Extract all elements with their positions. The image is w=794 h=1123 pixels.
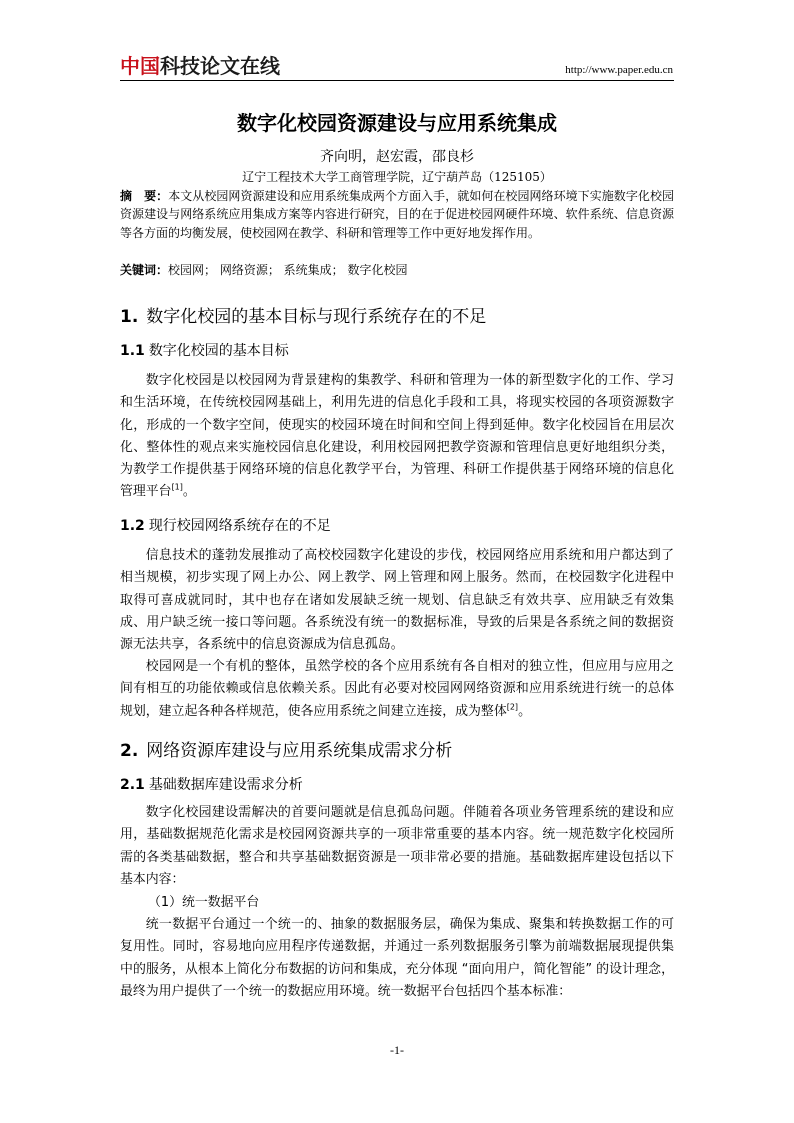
citation-ref[interactable]: [2]	[506, 702, 519, 712]
keywords-text: 校园网； 网络资源； 系统集成； 数字化校园	[168, 263, 408, 277]
keywords	[120, 261, 674, 279]
site-url[interactable]: http://www.paper.edu.cn	[565, 64, 673, 76]
site-logo[interactable]	[120, 54, 280, 78]
subsection-number: 1.2	[120, 518, 145, 534]
subsection-number: 2.1	[120, 777, 145, 793]
section-heading-1	[120, 305, 674, 329]
paper-title: 数字化校园资源建设与应用系统集成	[237, 111, 557, 135]
subsection-title: 数字化校园的基本目标	[148, 343, 289, 359]
header-rule	[120, 80, 674, 81]
list-item: （1）统一数据平台	[148, 895, 260, 910]
paragraph: 数字化校园建设需解决的首要问题就是信息孤岛问题。伴随着各项业务管理系统的建设和应用，基础数据规范化需求是校园网资源共享的一项非常重要的基本内容。统一规范数字化校园所需的各类基础数据，整合和共享基础数据资源是一项非常必要的措施。基础数据库建设包括以下基本内容：	[120, 805, 674, 887]
subsection-heading-1-1	[120, 341, 674, 361]
citation-ref[interactable]: [1]	[171, 483, 183, 493]
paragraph: 统一数据平台通过一个统一的、抽象的数据服务层，确保为集成、聚集和转换数据工作的可复用性。同时，容易地向应用程序传递数据，并通过一系列数据服务引擎为前端数据展现提供集中的服务，从根本上简化分布数据的访问和集成，充分体现 “面向用户，简化智能” 的设计理念，最终为用户提供了一个统一的数据应用环境。统一数据平台包括四个基本标准：	[120, 917, 674, 999]
page-number: -1-	[390, 1043, 404, 1057]
paragraph	[120, 370, 674, 504]
paragraph-text: 数字化校园是以校园网为背景建构的集教学、科研和管理为一体的新型数字化的工作、学习和生活环境，在传统校园网基础上，利用先进的信息化手段和工具，将现实校园的各项资源数字化，形成的一个数字空间，使现实的校园环境在时间和空间上得到延伸。数字化校园旨在用层次化、整体性的观点来实施校园信息化建设，利用校园网把教学资源和管理信息更好地组织分类，为教学工作提供基于网络环境的信息化教学平台，为管理、科研工作提供基于网络环境的信息化管理平台	[120, 373, 674, 500]
subsection-number: 1.1	[120, 343, 145, 359]
subsection-title: 现行校园网络系统存在的不足	[148, 518, 331, 534]
paragraph-end: 。	[518, 703, 531, 719]
subsection-heading-2-1	[120, 775, 674, 795]
section-title: 数字化校园的基本目标与现行系统存在的不足	[146, 307, 487, 327]
paper-affiliation: 辽宁工程技术大学工商管理学院，辽宁葫芦岛（125105）	[242, 170, 552, 184]
section-number: 1.	[120, 307, 139, 327]
paragraph-text: 校园网是一个有机的整体，虽然学校的各个应用系统有各自相对的独立性，但应用与应用之间有相互的功能依赖或信息依赖关系。因此有必要对校园网网络资源和应用系统进行统一的总体规划，建立起各种各样规范，使各应用系统之间建立连接，成为整体	[120, 659, 674, 719]
logo-red-text: 中国	[120, 54, 160, 78]
abstract	[120, 187, 674, 242]
logo-dark-text: 科技论文在线	[160, 54, 280, 78]
paragraph: 信息技术的蓬勃发展推动了高校校园数字化建设的步伐，校园网络应用系统和用户都达到了相当规模，初步实现了网上办公、网上教学、网上管理和网上服务。然而，在校园数字化进程中取得可喜成就同时，其中也存在诸如发展缺乏统一规划、信息缺乏有效共享、应用缺乏有效集成、用户缺乏统一接口等问题。各系统没有统一的数据标准，导致的后果是各系统之间的数据资源无法共享，各系统中的信息资源成为信息孤岛。	[120, 548, 674, 653]
section-heading-2	[120, 739, 674, 763]
paper-authors: 齐向明，赵宏霞，邵良杉	[320, 149, 474, 165]
subsection-heading-1-2	[120, 516, 674, 536]
abstract-text: 本文从校园网资源建设和应用系统集成两个方面入手，就如何在校园网络环境下实施数字化校园资源建设与网络系统应用集成方案等内容进行研究，目的在于促进校园网硬件环境、软件系统、信息资源等各方面的均衡发展，使校园网在教学、科研和管理等工作中更好地发挥作用。	[120, 189, 674, 240]
keywords-label: 关键词：	[120, 263, 169, 277]
paragraph-end: 。	[182, 484, 196, 500]
abstract-label: 摘 要：	[120, 189, 169, 203]
paragraph	[120, 656, 674, 723]
section-number: 2.	[120, 741, 139, 761]
section-title: 网络资源库建设与应用系统集成需求分析	[146, 741, 453, 761]
subsection-title: 基础数据库建设需求分析	[148, 777, 303, 793]
